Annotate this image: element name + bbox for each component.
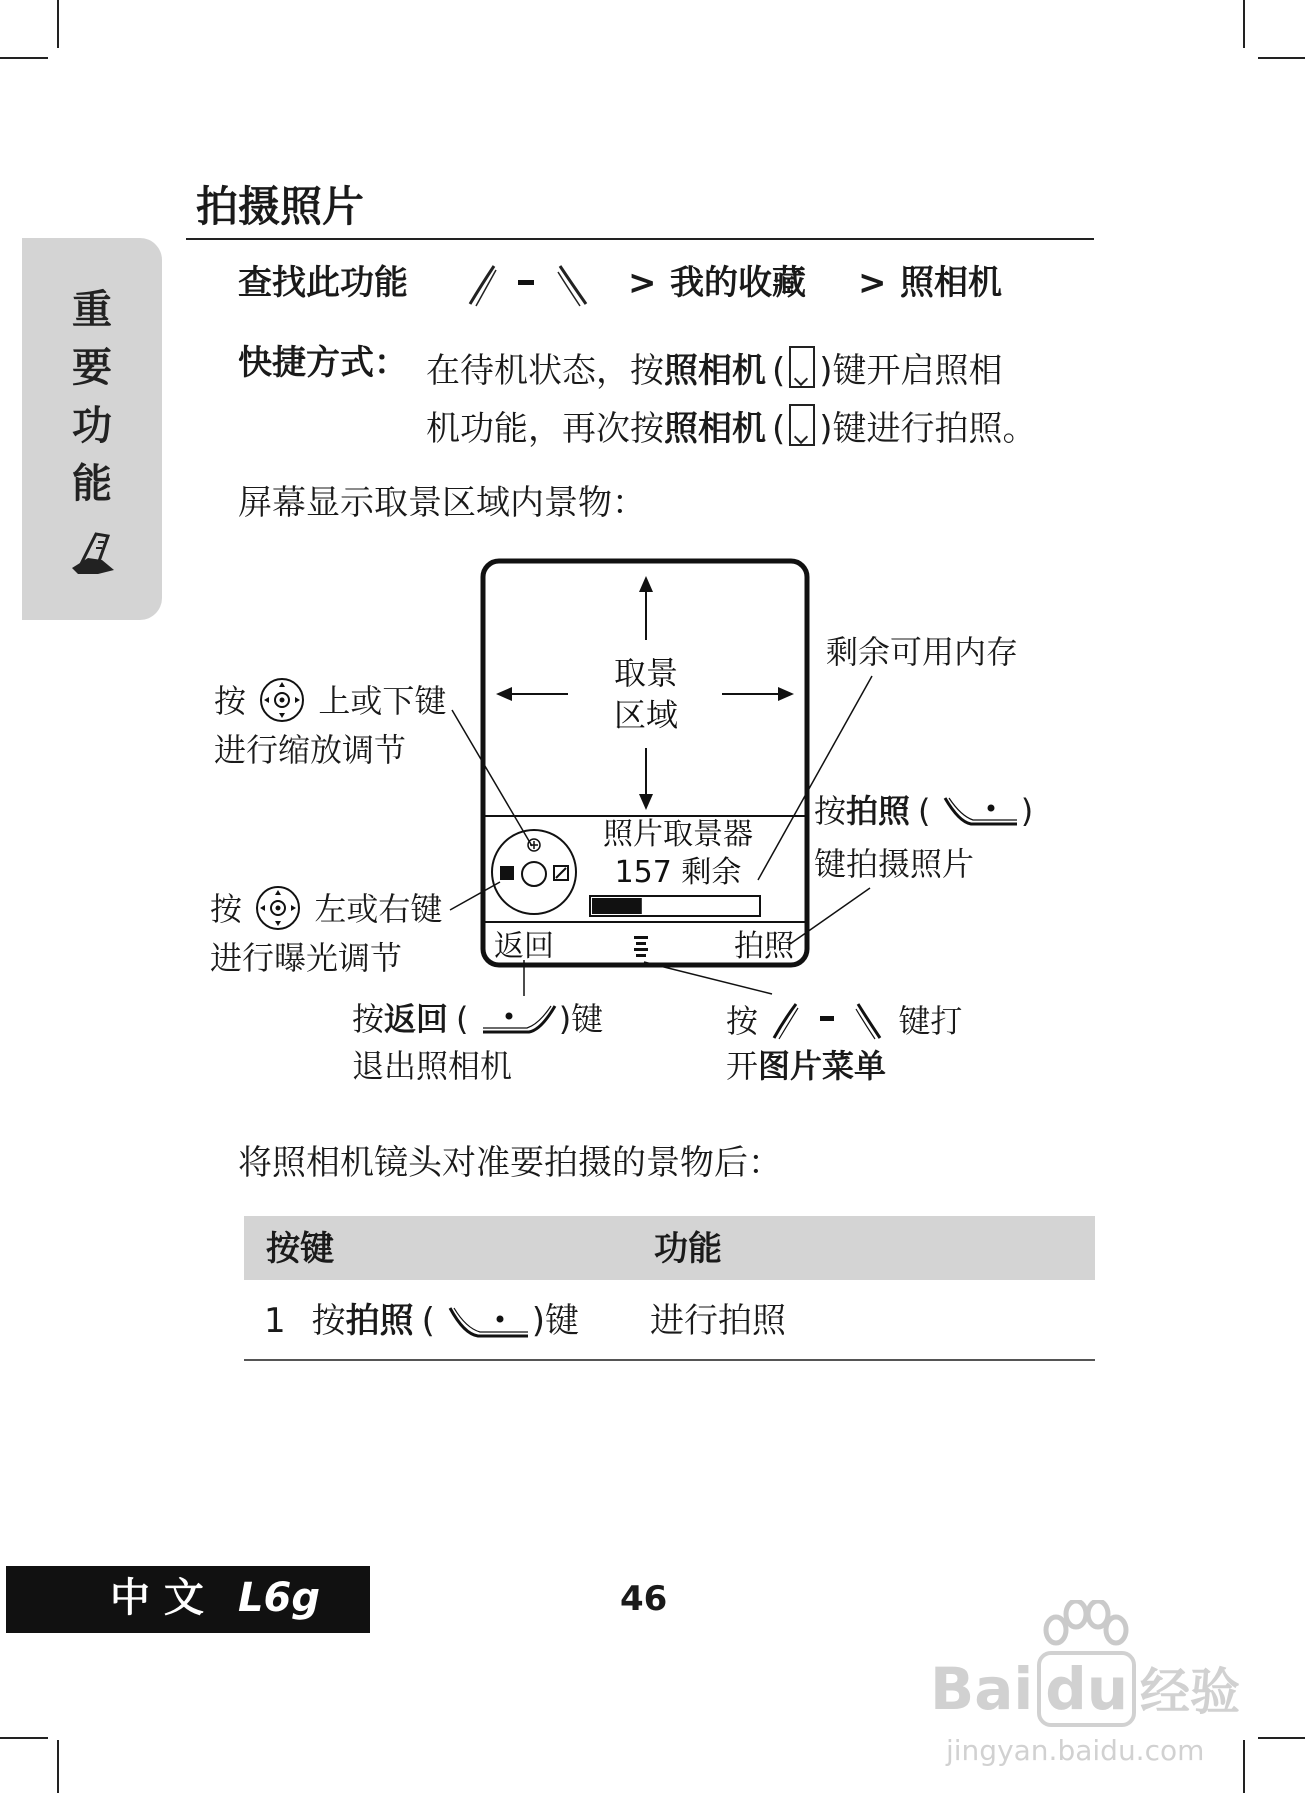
side-tab-char: 要	[72, 344, 112, 391]
callout-menu	[726, 1000, 962, 1040]
breadcrumb-item: 我的收藏	[670, 263, 806, 303]
table-bottom-rule	[244, 1359, 1095, 1361]
section-title: 拍摄照片	[196, 182, 365, 231]
screen-intro: 屏幕显示取景区域内景物：	[238, 483, 646, 523]
row-text: )键	[531, 1301, 579, 1341]
right-soft-key-icon	[941, 794, 1021, 830]
watermark-url: jingyan.baidu.com	[946, 1734, 1205, 1767]
viewfinder-label: 取景	[613, 654, 679, 692]
page-number: 46	[620, 1579, 668, 1619]
side-tab-char: 能	[72, 460, 112, 507]
nav-key-icon	[254, 884, 302, 932]
shortcut-text: )键进行拍照。	[819, 409, 1037, 449]
callout-back	[352, 1002, 603, 1038]
instruction-text: 将照相机镜头对准要拍摄的景物后：	[238, 1143, 782, 1183]
table-cell-function: 进行拍照	[650, 1301, 786, 1341]
watermark-text: Bai	[930, 1655, 1034, 1723]
right-soft-key-icon	[446, 1304, 532, 1342]
callout-back-line2: 退出照相机	[352, 1047, 513, 1085]
shortcut-text: 在待机状态，按	[426, 351, 664, 391]
screen-title: 照片取景器	[603, 817, 753, 852]
camera-key-name: 照相机	[664, 409, 766, 449]
row-key-name: 拍照	[345, 1301, 414, 1341]
callout-text: 左或右键	[314, 890, 443, 928]
shortcut-text: )键开启照相	[819, 351, 1003, 391]
callout-text: 按	[352, 1000, 385, 1038]
watermark-text: du	[1037, 1651, 1136, 1727]
callout-text: 开	[726, 1047, 759, 1085]
left-soft-key-icon	[479, 1002, 559, 1038]
table-header-cell: 按键	[266, 1229, 334, 1269]
callout-menu-line2	[726, 1047, 887, 1085]
callout-exposure-line2: 进行曝光调节	[210, 939, 403, 977]
callout-zoom-line2: 进行缩放调节	[214, 731, 407, 769]
callout-text: 键打	[898, 1002, 963, 1040]
breadcrumb-separator: >	[858, 263, 887, 303]
side-tab-char: 重	[72, 286, 112, 333]
callout-shoot-line2: 键拍摄照片	[814, 845, 975, 883]
paren: (	[421, 1301, 435, 1341]
callout-text: 按	[726, 1002, 759, 1040]
paren: (	[772, 409, 786, 449]
find-feature-label: 查找此功能	[238, 263, 408, 303]
callout-remaining-memory: 剩余可用内存	[826, 633, 1019, 671]
watermark-text: 经验	[1140, 1663, 1241, 1721]
footer-lang: 中 文	[110, 1575, 204, 1621]
softkey-shoot: 拍照	[734, 929, 794, 964]
viewfinder-label: 区域	[613, 696, 679, 734]
table-header-cell: 功能	[654, 1229, 722, 1269]
callout-text: 按	[210, 890, 243, 928]
footer-bar	[6, 1566, 370, 1633]
camera-key-name: 照相机	[664, 351, 766, 391]
paren: (	[918, 792, 931, 830]
callout-key-name: 返回	[384, 1000, 449, 1038]
watermark-brand	[930, 1655, 1241, 1723]
callout-text: 按	[814, 792, 847, 830]
callout-key-name: 拍照	[846, 792, 911, 830]
table-row	[264, 1301, 579, 1342]
menu-key-icon	[768, 1000, 888, 1040]
paren: (	[456, 1000, 469, 1038]
callout-text: 按	[214, 682, 247, 720]
footer-model: L6g	[238, 1575, 320, 1621]
baidu-watermark	[930, 1600, 1290, 1770]
row-number: 1	[264, 1301, 286, 1341]
remaining-count: 157 剩余	[614, 855, 742, 890]
callout-key-name: 图片菜单	[758, 1047, 887, 1085]
callout-exposure	[210, 884, 442, 932]
callout-text: 上或下键	[318, 682, 447, 720]
shortcut-text: 机功能，再次按	[426, 409, 664, 449]
nav-key-icon	[258, 676, 306, 724]
callout-zoom	[214, 676, 446, 724]
softkey-back: 返回	[494, 929, 554, 964]
breadcrumb-item: 照相机	[900, 263, 1002, 303]
side-tab-char: 功	[72, 402, 112, 449]
row-text: 按	[311, 1301, 346, 1341]
paren: )	[1020, 792, 1034, 830]
paren: (	[772, 351, 786, 391]
shortcut-label: 快捷方式：	[238, 343, 408, 383]
callout-shoot	[814, 794, 1033, 830]
breadcrumb-separator: >	[628, 263, 657, 303]
callout-text: )键	[558, 1000, 604, 1038]
